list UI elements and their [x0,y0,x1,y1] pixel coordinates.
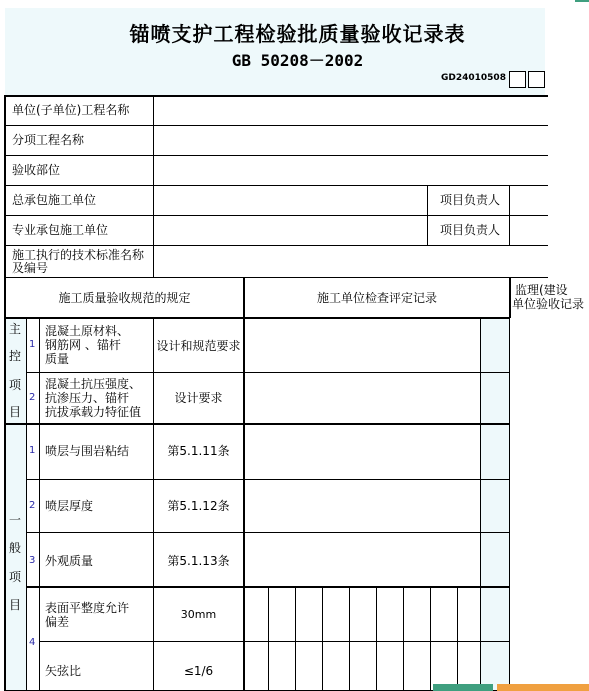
body-divider [480,318,481,691]
supervisor-header-line2: 单位验收记录 [512,297,585,311]
item-requirement: 第5.1.13条 [167,554,230,568]
row-line [26,532,510,533]
item-requirement: ≤1/6 [183,664,214,678]
measure-grid [295,587,296,691]
item-name-line: 钢筋网 、锚杆 [45,338,121,352]
contractor-column-header: 施工单位检查评定记录 [316,291,437,305]
item-name: 喷层与围岩粘结 [45,444,130,458]
standard-label-line1: 施工执行的技术标准名称 [12,248,145,262]
supervisor-header-line1: 监理(建设 [515,283,568,297]
sheet-tab-indicator[interactable] [433,684,493,691]
item-name-line: 混凝土原材料、 [45,324,130,338]
body-divider [26,318,27,691]
main-control-char: 主 [8,322,21,336]
item-number: 1 [29,339,36,350]
measure-grid [322,587,323,691]
main-control-char: 项 [8,378,21,392]
col-divider [509,277,511,318]
item-requirement: 设计和规范要求 [156,339,241,353]
item-number: 3 [29,555,36,566]
manager-divider [509,185,510,245]
measure-grid [403,587,404,691]
section-divider [4,423,510,425]
number-box-1[interactable] [509,71,526,88]
measure-grid [430,587,431,691]
row-line [4,185,548,186]
body-divider [39,318,40,691]
specialty-contractor-label: 专业承包施工单位 [12,223,109,237]
subproject-name-label: 分项工程名称 [12,133,85,147]
item-name-line: 质量 [45,352,70,366]
header-bottom [4,317,510,319]
item-name-line: 抗拔承载力特征值 [45,405,142,419]
manager-divider [427,185,428,245]
measure-grid [457,587,458,691]
row-line [39,641,510,642]
item-number: 4 [29,637,36,648]
measure-grid [376,587,377,691]
table-top-border [4,95,548,97]
row-line [4,155,548,156]
number-box-2[interactable] [528,71,545,88]
item-name: 矢弦比 [45,664,82,678]
project-manager-label: 项目负责人 [440,223,501,237]
main-control-char: 目 [8,405,21,419]
row-line [4,277,548,278]
general-char: 项 [8,570,21,584]
row-line [4,245,548,246]
standard-code: GB 50208－2002 [231,51,364,70]
top-indicator [575,0,589,2]
item-name-line: 抗渗压力、锚杆 [45,391,130,405]
project-name-label: 单位(子单位)工程名称 [12,103,130,117]
item-number: 1 [29,445,36,456]
form-number: GD24010508 [441,73,506,83]
spec-column-header: 施工质量验收规范的规定 [58,291,191,305]
measure-grid [268,587,269,691]
row-line [4,215,548,216]
label-column-tint [4,318,26,691]
standard-label-line2: 及编号 [12,261,49,275]
check-column-tint [480,318,510,691]
body-divider [509,318,510,691]
row-line [26,479,510,480]
general-char: 一 [8,513,21,527]
inspection-part-label: 验收部位 [12,163,61,177]
general-char: 目 [8,598,21,612]
row-line [26,372,510,373]
item-requirement: 第5.1.12条 [167,499,230,513]
item-requirement: 第5.1.11条 [167,444,230,458]
item-name: 外观质量 [45,554,94,568]
sheet-tab-indicator[interactable] [497,684,589,691]
item-name: 喷层厚度 [45,499,94,513]
item-number: 2 [29,500,36,511]
item-name-line: 表面平整度允许 [45,601,130,615]
item-number: 2 [29,392,36,403]
general-contractor-label: 总承包施工单位 [12,193,97,207]
item-requirement: 30mm [180,608,217,621]
main-control-char: 控 [8,349,21,363]
item-name-line: 偏差 [45,615,70,629]
item-requirement: 设计要求 [174,391,223,405]
form-title: 锚喷支护工程检验批质量验收记录表 [129,22,466,46]
label-divider [153,95,154,277]
body-divider [243,318,245,691]
general-char: 般 [8,541,21,555]
project-manager-label: 项目负责人 [440,193,501,207]
measure-grid [349,587,350,691]
row-line [4,125,548,126]
item-name-line: 混凝土抗压强度、 [45,377,142,391]
